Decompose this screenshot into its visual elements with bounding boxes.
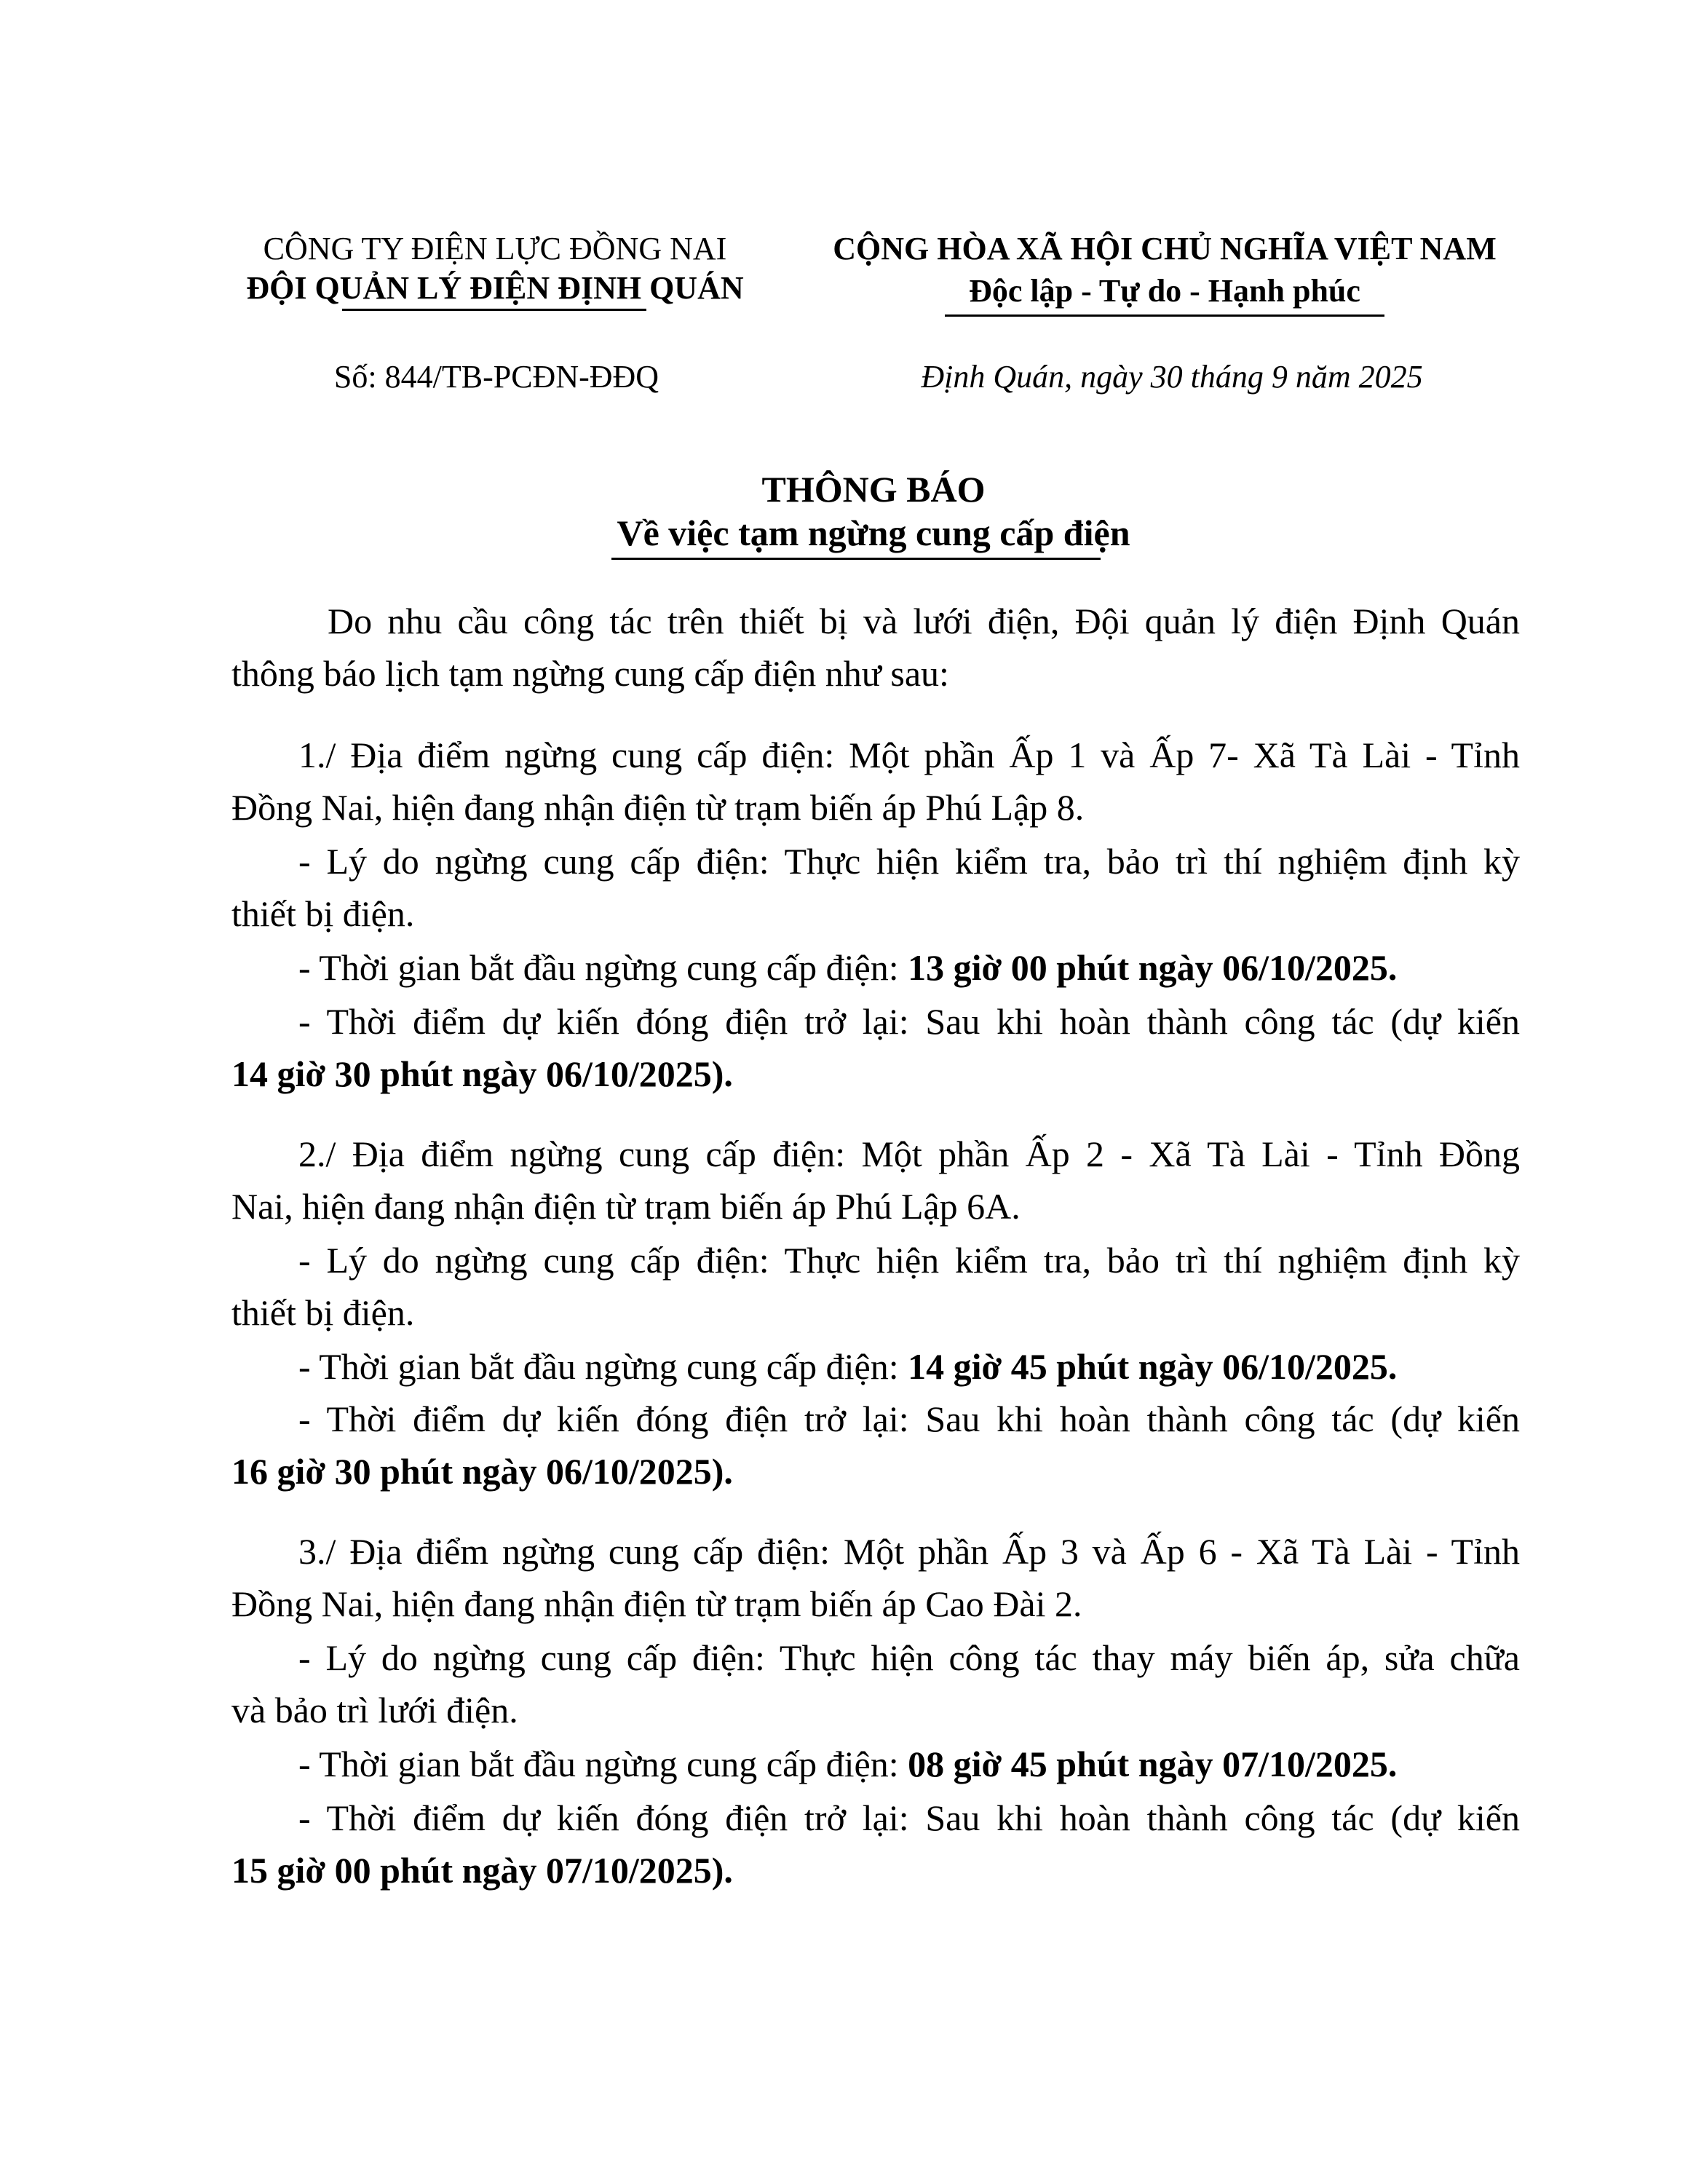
section-reason-line-1: - Lý do ngừng cung cấp điện: Thực hiện kiểm tra, bảo trì thí nghiệm định kỳ: [298, 1240, 1520, 1281]
section-reason-line-1: - Lý do ngừng cung cấp điện: Thực hiện kiểm tra, bảo trì thí nghiệm định kỳ: [298, 841, 1520, 882]
section-restore-value: 15 giờ 00 phút ngày 07/10/2025).: [231, 1850, 733, 1891]
section-restore-value: 16 giờ 30 phút ngày 06/10/2025).: [231, 1451, 733, 1492]
document-number: Số: 844/TB-PCĐN-ĐĐQ: [333, 359, 659, 395]
motto-underline: [945, 314, 1384, 317]
start-label: - Thời gian bắt đầu ngừng cung cấp điện:: [298, 1744, 908, 1784]
start-value: 08 giờ 45 phút ngày 07/10/2025.: [908, 1744, 1398, 1784]
section-reason-line-2: thiết bị điện.: [231, 1292, 415, 1333]
section-location-line-2: Đồng Nai, hiện đang nhận điện từ trạm biến áp Cao Đài 2.: [231, 1583, 1082, 1624]
section-restore-value: 14 giờ 30 phút ngày 06/10/2025).: [231, 1053, 733, 1094]
department-name: ĐỘI QUẢN LÝ ĐIỆN ĐỊNH QUÁN: [246, 270, 744, 306]
section-location-line-1: 3./ Địa điểm ngừng cung cấp điện: Một phần Ấp 3 và Ấp 6 - Xã Tà Lài - Tỉnh: [298, 1531, 1520, 1572]
national-title: CỘNG HÒA XÃ HỘI CHỦ NGHĨA VIỆT NAM: [833, 231, 1497, 266]
section-restore-line-1: - Thời điểm dự kiến đóng điện trở lại: Sau khi hoàn thành công tác (dự kiến: [298, 1797, 1520, 1838]
section-reason-line-2: và bảo trì lưới điện.: [231, 1690, 518, 1730]
start-label: - Thời gian bắt đầu ngừng cung cấp điện:: [298, 947, 908, 988]
subject-underline: [611, 558, 1101, 560]
notice-subject: Về việc tạm ngừng cung cấp điện: [617, 513, 1130, 553]
section-reason-line-1: - Lý do ngừng cung cấp điện: Thực hiện công tác thay máy biến áp, sửa chữa: [298, 1637, 1520, 1678]
place-and-date: Định Quán, ngày 30 tháng 9 năm 2025: [921, 359, 1423, 395]
section-location-line-1: 2./ Địa điểm ngừng cung cấp điện: Một phần Ấp 2 - Xã Tà Lài - Tỉnh Đồng: [298, 1133, 1520, 1174]
notice-title: THÔNG BÁO: [761, 469, 986, 510]
start-value: 14 giờ 45 phút ngày 06/10/2025.: [908, 1346, 1398, 1387]
section-start-time: [298, 1341, 1397, 1392]
section-location-line-2: Nai, hiện đang nhận điện từ trạm biến áp Phú Lập 6A.: [231, 1186, 1021, 1227]
section-restore-line-1: - Thời điểm dự kiến đóng điện trở lại: Sau khi hoàn thành công tác (dự kiến: [298, 1398, 1520, 1439]
section-reason-line-2: thiết bị điện.: [231, 893, 415, 934]
section-start-time: [298, 942, 1397, 993]
company-name: CÔNG TY ĐIỆN LỰC ĐỒNG NAI: [263, 231, 727, 266]
national-motto: Độc lập - Tự do - Hạnh phúc: [969, 273, 1360, 309]
intro-line-1: Do nhu cầu công tác trên thiết bị và lưới điện, Đội quản lý điện Định Quán: [328, 601, 1520, 641]
start-value: 13 giờ 00 phút ngày 06/10/2025.: [908, 947, 1398, 988]
section-location-line-1: 1./ Địa điểm ngừng cung cấp điện: Một phần Ấp 1 và Ấp 7- Xã Tà Lài - Tỉnh: [298, 735, 1520, 775]
section-location-line-2: Đồng Nai, hiện đang nhận điện từ trạm biến áp Phú Lập 8.: [231, 787, 1085, 828]
section-start-time: [298, 1738, 1397, 1789]
intro-line-2: thông báo lịch tạm ngừng cung cấp điện như sau:: [231, 653, 949, 694]
start-label: - Thời gian bắt đầu ngừng cung cấp điện:: [298, 1346, 908, 1387]
department-underline: [342, 309, 646, 311]
section-restore-line-1: - Thời điểm dự kiến đóng điện trở lại: Sau khi hoàn thành công tác (dự kiến: [298, 1001, 1520, 1042]
